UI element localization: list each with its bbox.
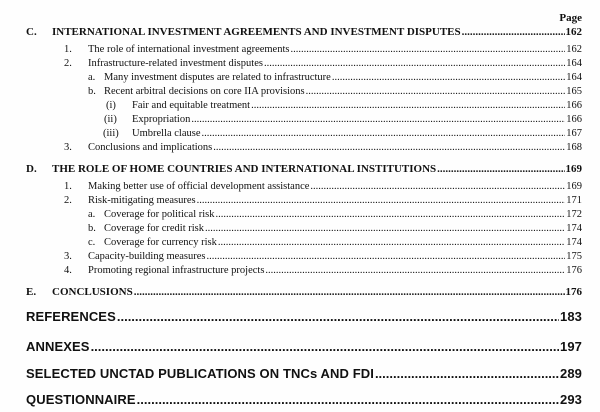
leader-dots — [137, 392, 559, 407]
toc-entry-title: Capacity-building measures — [88, 251, 206, 262]
toc-entry-number: (i) — [106, 100, 116, 111]
toc-entry-title: Fair and equitable treatment — [132, 100, 251, 111]
toc-entry-page: 176 — [566, 265, 582, 276]
leader-dots — [205, 223, 565, 234]
toc-entry-page: 183 — [560, 309, 582, 324]
toc-entry-page: 174 — [566, 223, 582, 234]
toc-entry-page: 164 — [566, 58, 582, 69]
toc-entry-page: 172 — [566, 209, 582, 220]
toc-entry-page: 176 — [565, 286, 582, 298]
toc-entry-page: 162 — [565, 26, 582, 38]
leader-dots — [264, 58, 565, 69]
toc-entry-number: c. — [88, 237, 96, 248]
toc-entry-page: 171 — [566, 195, 582, 206]
toc-entry-title: THE ROLE OF HOME COUNTRIES AND INTERNATIONAL INSTITUTIONS — [52, 163, 437, 175]
leader-dots — [197, 195, 566, 206]
toc-entry-title: Coverage for currency risk — [104, 237, 217, 248]
toc-entry-page: 289 — [560, 366, 582, 381]
leader-dots — [375, 366, 559, 381]
toc-entry-page: 167 — [566, 128, 582, 139]
toc-entry-title: Many investment disputes are related to infrastructure — [104, 72, 331, 83]
toc-entry-page: 166 — [566, 100, 582, 111]
toc-entry-number: D. — [26, 163, 37, 175]
toc-entry-page: 165 — [566, 86, 582, 97]
toc-entry-page: 174 — [566, 237, 582, 248]
toc-entry-number: 1. — [64, 44, 72, 55]
toc-entry-number: 2. — [64, 195, 72, 206]
toc-entry-title: Making better use of official development assistance — [88, 181, 310, 192]
toc-entry-number: 4. — [64, 265, 72, 276]
leader-dots — [91, 339, 559, 354]
toc-entry-title: Coverage for credit risk — [104, 223, 205, 234]
toc-entry-number: (iii) — [103, 128, 119, 139]
toc-entry-number: E. — [26, 286, 37, 298]
leader-dots — [265, 265, 565, 276]
toc-entry-title: Risk-mitigating measures — [88, 195, 196, 206]
toc-entry-title: REFERENCES — [26, 309, 116, 324]
leader-dots — [213, 142, 565, 153]
leader-dots — [117, 309, 559, 324]
toc-entry-title: Promoting regional infrastructure projects — [88, 265, 265, 276]
toc-entry-number: 2. — [64, 58, 72, 69]
toc-entry-number: a. — [88, 209, 96, 220]
leader-dots — [202, 128, 566, 139]
toc-entry-page: 162 — [566, 44, 582, 55]
leader-dots — [332, 72, 565, 83]
leader-dots — [134, 286, 565, 298]
toc-entry-number: 3. — [64, 251, 72, 262]
toc-entry-title: INTERNATIONAL INVESTMENT AGREEMENTS AND INVESTMENT DISPUTES — [52, 26, 461, 38]
toc-entry-page: 168 — [566, 142, 582, 153]
toc-entry-title: CONCLUSIONS — [52, 286, 133, 298]
toc-entry-page: 166 — [566, 114, 582, 125]
toc-entry-title: Expropriation — [132, 114, 191, 125]
toc-entry-number: (ii) — [104, 114, 117, 125]
toc-entry-title: QUESTIONNAIRE — [26, 392, 136, 407]
toc-entry-number: 3. — [64, 142, 72, 153]
toc-entry-page: 164 — [566, 72, 582, 83]
toc-entry-title: Coverage for political risk — [104, 209, 215, 220]
leader-dots — [310, 181, 565, 192]
toc-entry-page: 197 — [560, 339, 582, 354]
toc-entry-number: b. — [88, 86, 96, 97]
toc-entry-number: C. — [26, 26, 37, 38]
toc-entry-number: a. — [88, 72, 96, 83]
page-column-heading: Page — [559, 12, 582, 24]
leader-dots — [191, 114, 565, 125]
toc-entry-title: Umbrella clause — [132, 128, 201, 139]
leader-dots — [216, 209, 566, 220]
leader-dots — [306, 86, 566, 97]
leader-dots — [437, 163, 564, 175]
toc-entry-title: Recent arbitral decisions on core IIA provisions — [104, 86, 305, 97]
toc-entry-title: The role of international investment agreements — [88, 44, 290, 55]
toc-entry-title: SELECTED UNCTAD PUBLICATIONS ON TNCs AND FDI — [26, 366, 374, 381]
leader-dots — [218, 237, 565, 248]
leader-dots — [251, 100, 565, 111]
leader-dots — [207, 251, 566, 262]
toc-entry-number: 1. — [64, 181, 72, 192]
toc-entry-number: b. — [88, 223, 96, 234]
toc-entry-title: Infrastructure-related investment disputes — [88, 58, 263, 69]
leader-dots — [462, 26, 565, 38]
toc-entry-title: Conclusions and implications — [88, 142, 213, 153]
toc-entry-page: 175 — [566, 251, 582, 262]
leader-dots — [290, 44, 565, 55]
toc-entry-page: 293 — [560, 392, 582, 407]
toc-entry-title: ANNEXES — [26, 339, 90, 354]
toc-entry-page: 169 — [566, 181, 582, 192]
toc-entry-page: 169 — [565, 163, 582, 175]
